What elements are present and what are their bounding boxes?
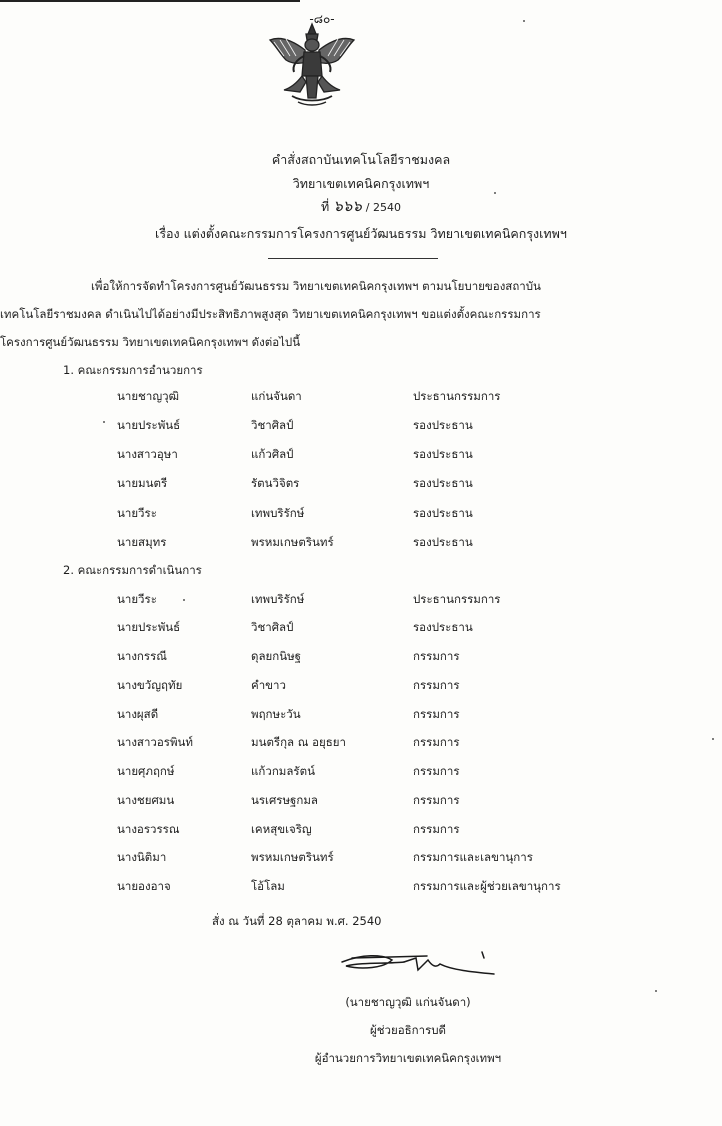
- member-first-name: นายวีระ: [117, 592, 157, 606]
- ref-prefix: ที่: [321, 199, 330, 214]
- member-role: กรรมการ: [413, 764, 460, 778]
- handwritten-signature: [332, 940, 507, 985]
- member-role: ประธานกรรมการ: [413, 592, 501, 606]
- member-role: รองประธาน: [413, 506, 473, 520]
- member-first-name: นายศุภฤกษ์: [117, 764, 175, 778]
- member-first-name: นางผุสดี: [117, 707, 159, 721]
- ref-number: ๖๖๖: [333, 197, 362, 215]
- order-issuer: คำสั่งสถาบันเทคโนโลยีราชมงคล: [271, 152, 451, 167]
- member-first-name: นางสาวอุษา: [117, 447, 178, 461]
- member-last-name: แก้วกมลรัตน์: [251, 764, 315, 778]
- member-role: กรรมการ: [413, 649, 460, 663]
- member-last-name: เทพบริรักษ์: [251, 506, 305, 520]
- scan-speck: [494, 192, 496, 194]
- order-reference: [0, 194, 722, 218]
- member-last-name: คำขาว: [251, 678, 286, 692]
- member-last-name: โอ้โลม: [251, 879, 285, 893]
- member-first-name: นางชยศมน: [117, 793, 175, 807]
- scan-speck: [523, 20, 525, 22]
- member-first-name: นายประพันธ์: [117, 620, 181, 634]
- order-subject: เรื่อง แต่งตั้งคณะกรรมการโครงการศูนย์วัฒนธรรม วิทยาเขตเทคนิคกรุงเทพฯ: [155, 226, 567, 241]
- scan-speck: [655, 990, 657, 992]
- member-first-name: นางสาวอรพินท์: [117, 735, 193, 749]
- member-last-name: มนตรีกุล ณ อยุธยา: [251, 735, 346, 749]
- member-role: กรรมการ: [413, 707, 460, 721]
- scan-speck: [183, 599, 185, 601]
- member-first-name: นายวีระ: [117, 506, 157, 520]
- member-role: รองประธาน: [413, 620, 473, 634]
- member-first-name: นางกรรณี: [117, 649, 167, 663]
- paragraph-line-2: เทคโนโลยีราชมงคล ดำเนินไปได้อย่างมีประสิทธิภาพสูงสุด วิทยาเขตเทคนิคกรุงเทพฯ ขอแต่งตั้งคณะกรรมการ: [0, 307, 541, 321]
- member-first-name: นายมนตรี: [117, 476, 168, 490]
- signer-name: (นายชาญวุฒิ แก่นจันดา): [345, 995, 471, 1009]
- paragraph-line-3: โครงการศูนย์วัฒนธรรม วิทยาเขตเทคนิคกรุงเทพฯ ดังต่อไปนี้: [0, 335, 301, 349]
- member-first-name: นายองอาจ: [117, 879, 171, 893]
- member-last-name: เทพบริรักษ์: [251, 592, 305, 606]
- member-last-name: แก้วศิลป์: [251, 447, 294, 461]
- member-role: กรรมการ: [413, 735, 460, 749]
- scan-speck: [103, 421, 105, 423]
- signing-date: สั่ง ณ วันที่ 28 ตุลาคม พ.ศ. 2540: [212, 914, 382, 928]
- member-role: กรรมการ: [413, 678, 460, 692]
- member-role: รองประธาน: [413, 418, 473, 432]
- member-role: กรรมการและผู้ช่วยเลขานุการ: [413, 879, 561, 893]
- member-first-name: นายประพันธ์: [117, 418, 181, 432]
- scan-speck: [712, 738, 714, 740]
- member-role: ประธานกรรมการ: [413, 389, 501, 403]
- member-last-name: พฤกษะวัน: [251, 707, 301, 721]
- member-role: กรรมการและเลขานุการ: [413, 850, 533, 864]
- signer-position: ผู้ช่วยอธิการบดี: [369, 1023, 447, 1037]
- member-last-name: พรหมเกษตรินทร์: [251, 850, 334, 864]
- member-last-name: พรหมเกษตรินทร์: [251, 535, 334, 549]
- member-last-name: นรเศรษฐกมล: [251, 793, 318, 807]
- member-first-name: นางนิติมา: [117, 850, 167, 864]
- signer-organization: ผู้อำนวยการวิทยาเขตเทคนิคกรุงเทพฯ: [314, 1051, 502, 1065]
- member-last-name: ดุลยกนิษฐ: [251, 649, 302, 663]
- member-last-name: วิชาศิลป์: [251, 418, 294, 432]
- member-first-name: นายชาญวุฒิ: [117, 389, 179, 403]
- section-title: 1. คณะกรรมการอำนวยการ: [63, 363, 203, 377]
- campus-name: วิทยาเขตเทคนิคกรุงเทพฯ: [292, 176, 430, 191]
- member-last-name: วิชาศิลป์: [251, 620, 294, 634]
- scan-edge-line: [0, 0, 300, 2]
- member-role: กรรมการ: [413, 793, 460, 807]
- member-first-name: นางอรวรรณ: [117, 822, 180, 836]
- member-last-name: รัตนวิจิตร: [251, 476, 300, 490]
- paragraph-line-1: เพื่อให้การจัดทำโครงการศูนย์วัฒนธรรม วิทยาเขตเทคนิคกรุงเทพฯ ตามนโยบายของสถาบัน: [91, 279, 541, 293]
- member-last-name: เคหสุขเจริญ: [251, 822, 312, 836]
- member-role: รองประธาน: [413, 535, 473, 549]
- page-number: -๘๐-: [309, 12, 335, 26]
- member-first-name: นางขวัญฤทัย: [117, 678, 183, 692]
- section-title: 2. คณะกรรมการดำเนินการ: [63, 563, 202, 577]
- subject-divider: [268, 258, 438, 259]
- member-role: รองประธาน: [413, 447, 473, 461]
- member-role: รองประธาน: [413, 476, 473, 490]
- member-role: กรรมการ: [413, 822, 460, 836]
- ref-year: / 2540: [365, 201, 401, 214]
- member-last-name: แก่นจันดา: [251, 389, 302, 403]
- member-first-name: นายสมุทร: [117, 535, 167, 549]
